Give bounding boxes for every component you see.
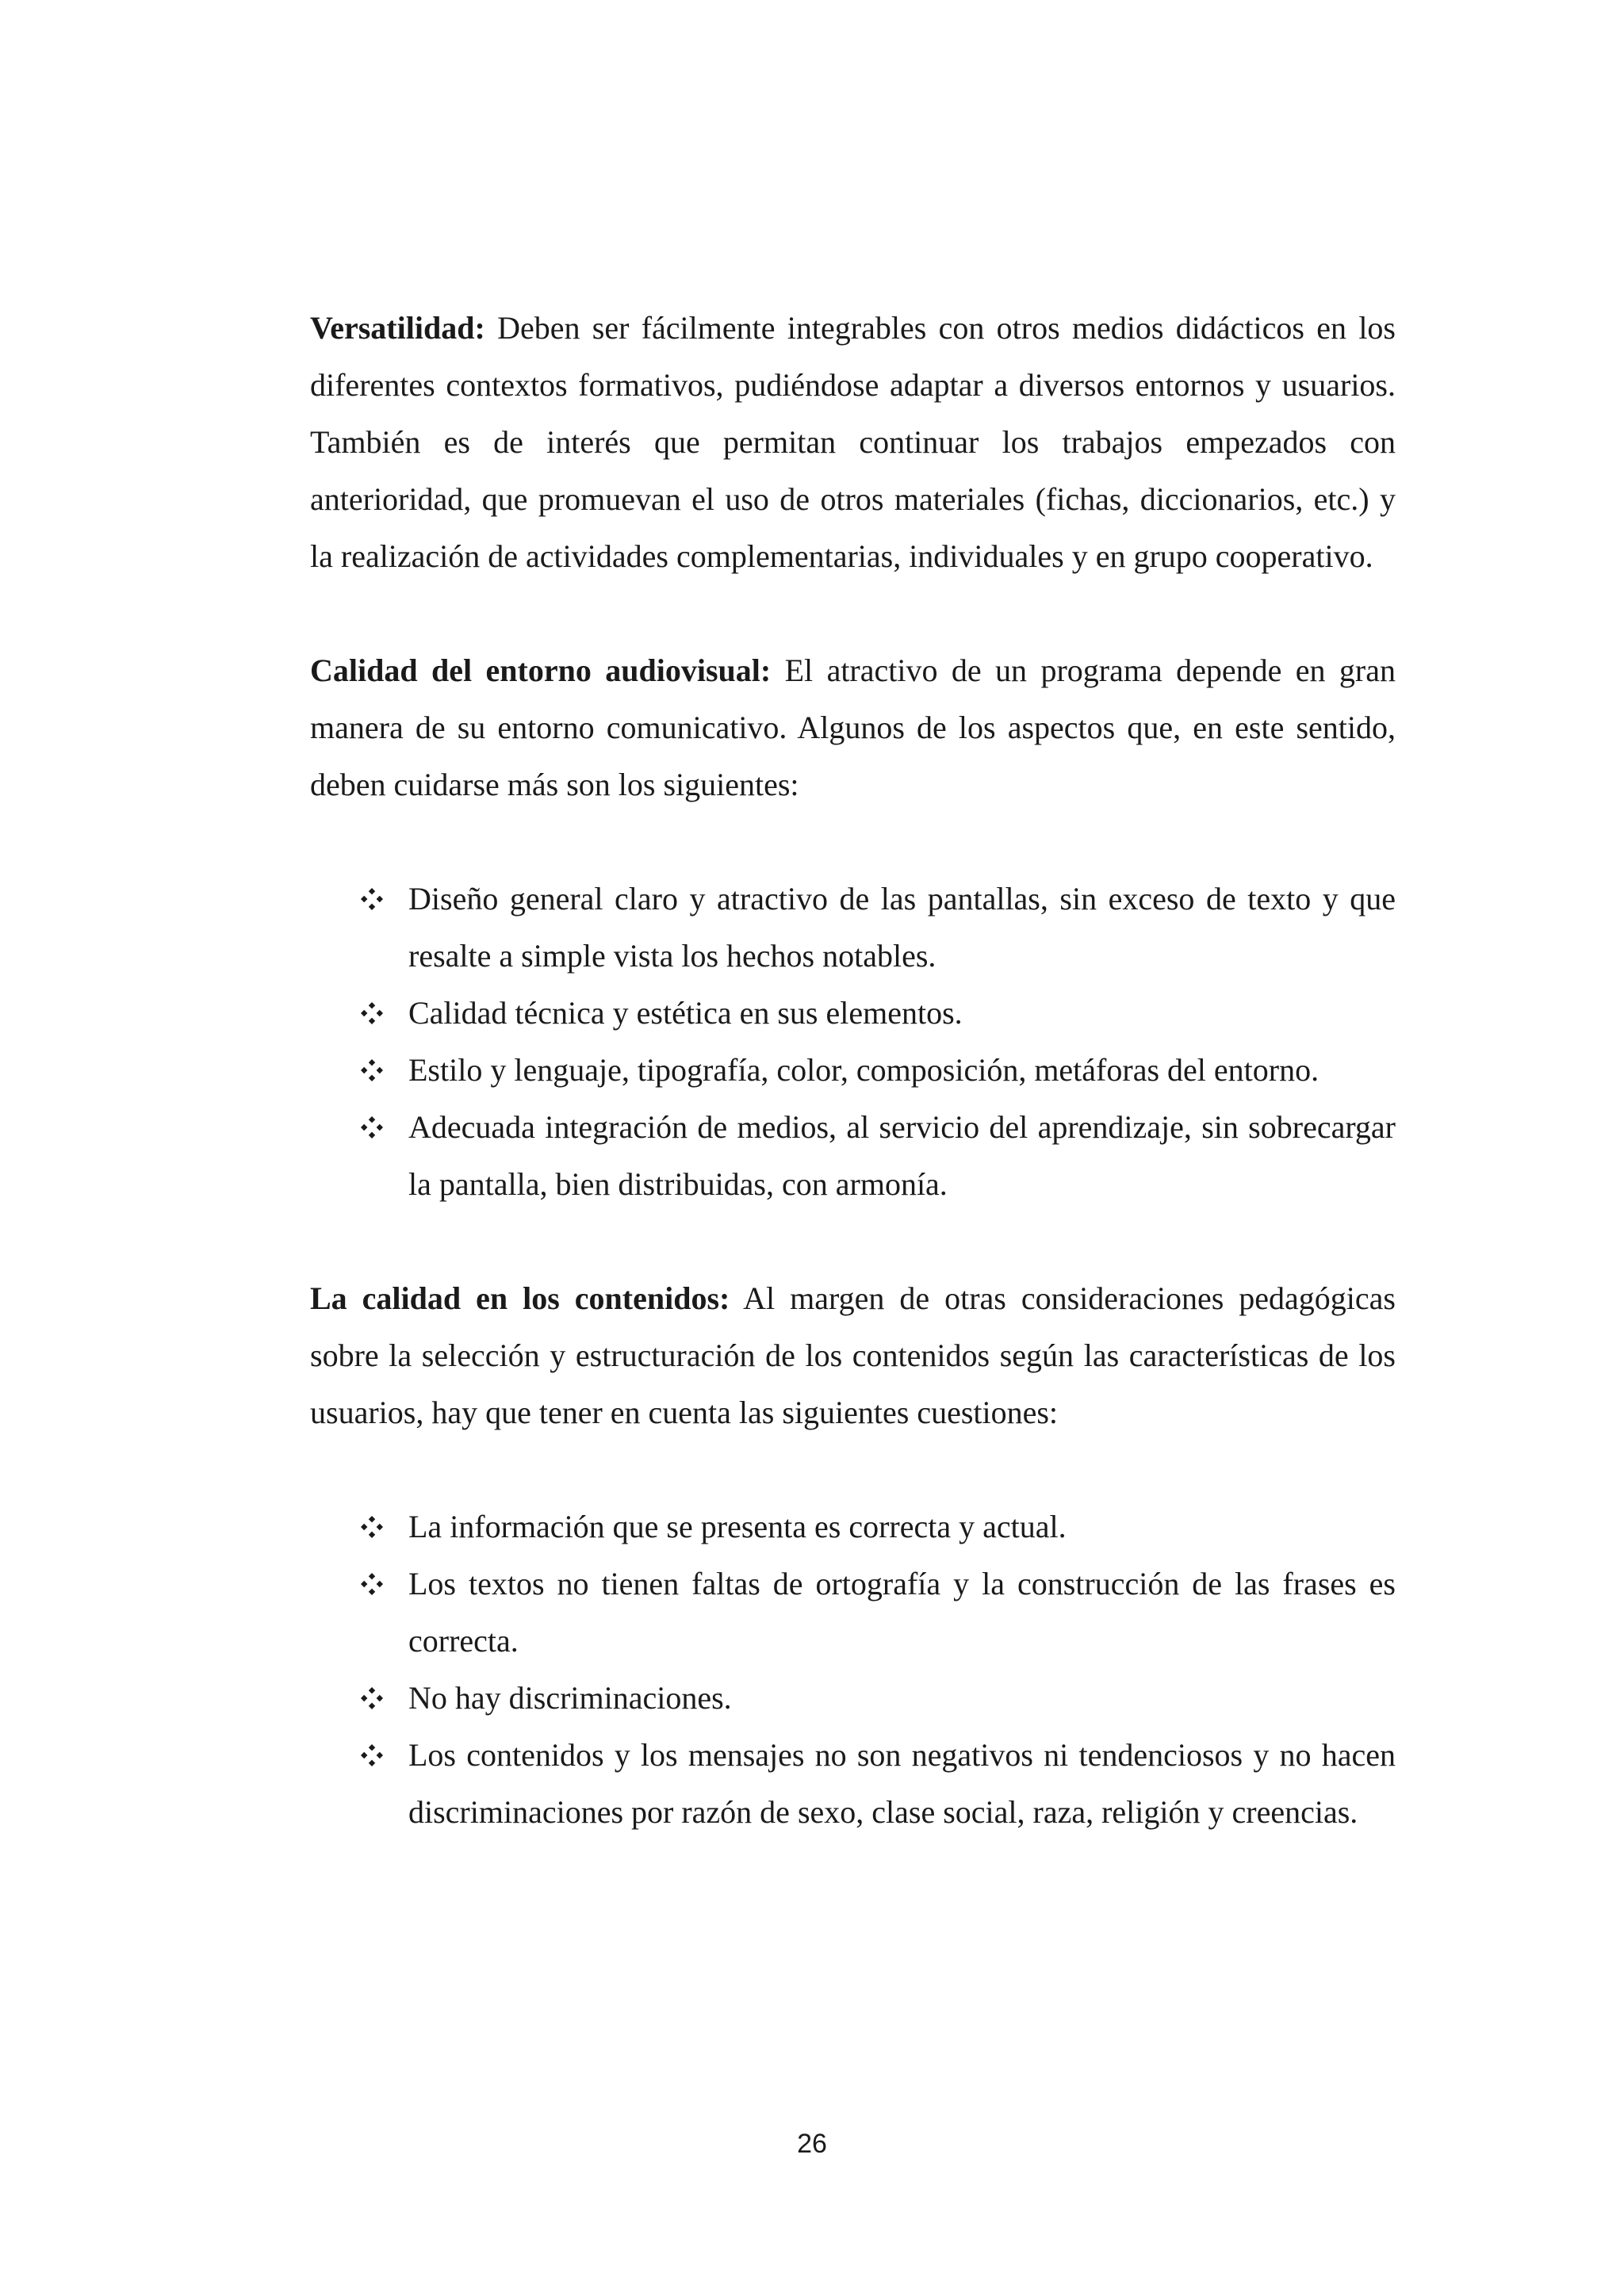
four-diamond-bullet-icon [359, 1498, 385, 1556]
list-item [310, 871, 1396, 985]
bullet-text: Adecuada integración de medios, al servicio del aprendizaje, sin sobrecargar la pantalla, bien distribuidas, con armonía. [408, 1109, 1396, 1202]
list-item [310, 1556, 1396, 1670]
spacer [310, 1441, 1396, 1498]
paragraph-entorno-audiovisual [310, 642, 1396, 813]
spacer [310, 1213, 1396, 1270]
bullet-text: Calidad técnica y estética en sus elementos. [408, 995, 963, 1031]
four-diamond-bullet-icon [359, 1727, 385, 1784]
four-diamond-bullet-icon [359, 1670, 385, 1727]
list-item [310, 1727, 1396, 1841]
list-item [310, 1099, 1396, 1213]
list-item [310, 985, 1396, 1042]
list-item [310, 1042, 1396, 1099]
bullet-list-entorno [310, 871, 1396, 1213]
paragraph-calidad-contenidos [310, 1270, 1396, 1441]
spacer [310, 585, 1396, 642]
four-diamond-bullet-icon [359, 1042, 385, 1099]
heading-versatilidad: Versatilidad: [310, 310, 485, 346]
list-item [310, 1498, 1396, 1556]
heading-calidad-contenidos: La calidad en los contenidos: [310, 1280, 730, 1316]
bullet-text: Los textos no tienen faltas de ortografía y la construcción de las frases es correcta. [408, 1566, 1396, 1659]
bullet-list-contenidos [310, 1498, 1396, 1841]
paragraph-versatilidad [310, 300, 1396, 585]
bullet-text: La información que se presenta es correcta y actual. [408, 1509, 1067, 1544]
bullet-text: Diseño general claro y atractivo de las pantallas, sin exceso de texto y que resalte a simple vista los hechos notables. [408, 881, 1396, 974]
text-entorno-audiovisual: El atractivo de un programa depende en gran manera de su entorno comunicativo. Algunos de los aspectos que, en este sentido, deben cuidarse más son los siguientes: [310, 652, 1396, 802]
four-diamond-bullet-icon [359, 1556, 385, 1613]
page-number: 26 [797, 2129, 827, 2159]
text-versatilidad: Deben ser fácilmente integrables con otros medios didácticos en los diferentes contextos formativos, pudiéndose adaptar a diversos entornos y usuarios. También es de interés que permitan continuar los trabajos empezados con anterioridad, que promuevan el uso de otros materiales (fichas, diccionarios, etc.) y la realización de actividades complementarias, individuales y en grupo cooperativo. [310, 310, 1396, 574]
bullet-text: No hay discriminaciones. [408, 1680, 732, 1716]
text-calidad-contenidos: Al margen de otras consideraciones pedagógicas sobre la selección y estructuración de los contenidos según las características de los usuarios, hay que tener en cuenta las siguientes cuestiones: [310, 1280, 1396, 1430]
bullet-text: Estilo y lenguaje, tipografía, color, composición, metáforas del entorno. [408, 1052, 1320, 1088]
four-diamond-bullet-icon [359, 985, 385, 1042]
four-diamond-bullet-icon [359, 871, 385, 928]
page-body [310, 300, 1396, 1841]
spacer [310, 813, 1396, 871]
four-diamond-bullet-icon [359, 1099, 385, 1156]
list-item [310, 1670, 1396, 1727]
bullet-text: Los contenidos y los mensajes no son negativos ni tendenciosos y no hacen discriminaciones por razón de sexo, clase social, raza, religión y creencias. [408, 1737, 1396, 1830]
heading-entorno-audiovisual: Calidad del entorno audiovisual: [310, 652, 772, 688]
